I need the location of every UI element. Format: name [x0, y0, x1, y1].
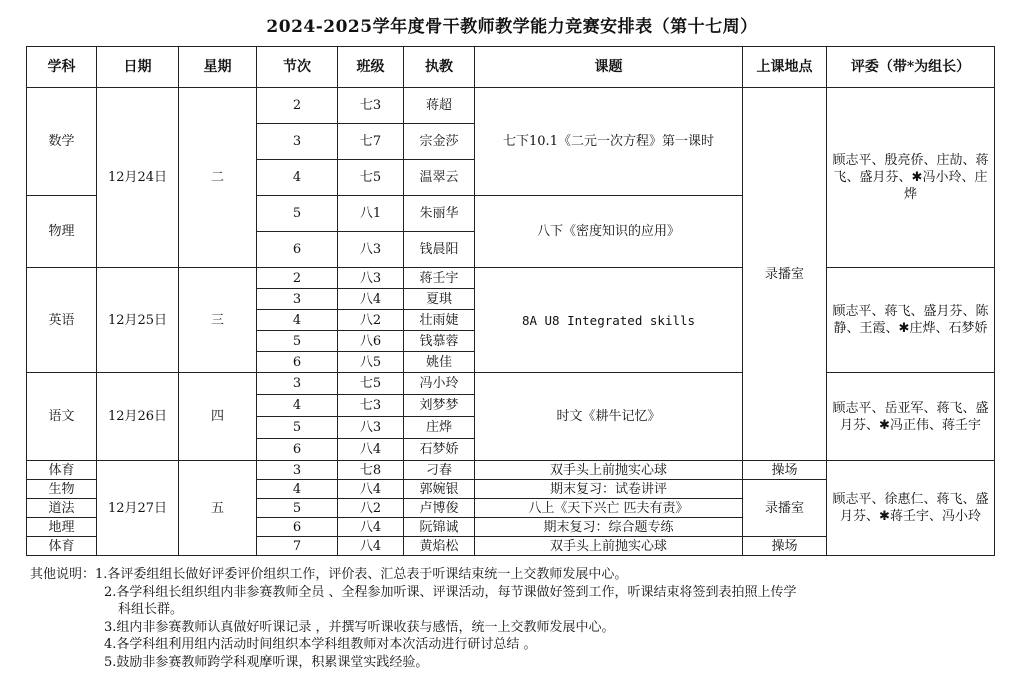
topic-cell: 双手头上前抛实心球 — [475, 461, 743, 480]
note-3: 3.组内非参赛教师认真做好听课记录 ，并撰写听课收获与感悟，统一上交教师发展中心。 — [104, 619, 615, 635]
note-2-cont: 科组长群。 — [118, 602, 184, 617]
notes-label: 其他说明： — [30, 567, 96, 582]
weekday-cell: 三 — [179, 268, 257, 373]
judges-cell: 顾志平、岳亚军、蒋飞、盛月芬、✱冯正伟、蒋壬宇 — [827, 373, 995, 461]
subject-cell: 语文 — [27, 373, 97, 461]
date-cell: 12月26日 — [97, 373, 179, 461]
location-cell: 操场 — [743, 537, 827, 556]
teacher-cell: 夏琪 — [404, 289, 475, 310]
period-cell: 2 — [257, 88, 338, 124]
weekday-cell: 四 — [179, 373, 257, 461]
judges-cell: 顾志平、徐惠仁、蒋飞、盛月芬、✱蒋壬宇、冯小玲 — [827, 461, 995, 556]
class-cell: 八6 — [338, 331, 404, 352]
header-subject: 学科 — [27, 47, 97, 88]
period-cell: 3 — [257, 289, 338, 310]
class-cell: 八3 — [338, 268, 404, 289]
period-cell: 5 — [257, 417, 338, 439]
topic-cell: 双手头上前抛实心球 — [475, 537, 743, 556]
subject-cell: 道法 — [27, 499, 97, 518]
teacher-cell: 壮雨婕 — [404, 310, 475, 331]
class-cell: 七8 — [338, 461, 404, 480]
subject-cell: 地理 — [27, 518, 97, 537]
period-cell: 5 — [257, 196, 338, 232]
subject-cell: 生物 — [27, 480, 97, 499]
topic-cell: 七下10.1《二元一次方程》第一课时 — [475, 88, 743, 196]
location-cell: 操场 — [743, 461, 827, 480]
period-cell: 6 — [257, 518, 338, 537]
note-5: 5.鼓励非参赛教师跨学科观摩听课，积累课堂实践经验。 — [104, 654, 429, 670]
page-title: 2024-2025学年度骨干教师教学能力竞赛安排表（第十七周） — [266, 17, 758, 37]
teacher-cell: 石梦娇 — [404, 439, 475, 461]
table-row — [27, 268, 995, 289]
period-cell: 4 — [257, 480, 338, 499]
period-cell: 5 — [257, 499, 338, 518]
location-cell: 录播室 — [743, 480, 827, 537]
weekday-cell: 二 — [179, 88, 257, 268]
teacher-cell: 温翠云 — [404, 160, 475, 196]
location-cell: 录播室 — [743, 88, 827, 461]
note-2: 2.各学科组长组织组内非参赛教师全员 、全程参加听课、评课活动，每节课做好签到工作，听课结束将签到表拍照上传学 — [104, 584, 797, 600]
period-cell: 3 — [257, 124, 338, 160]
teacher-cell: 黄焰松 — [404, 537, 475, 556]
class-cell: 七3 — [338, 395, 404, 417]
period-cell: 7 — [257, 537, 338, 556]
teacher-cell: 冯小玲 — [404, 373, 475, 395]
class-cell: 八2 — [338, 499, 404, 518]
period-cell: 4 — [257, 160, 338, 196]
class-cell: 八5 — [338, 352, 404, 373]
note-1: 1.各评委组组长做好评委评价组织工作，评价表、汇总表于听课结束统一上交教师发展中心。 — [95, 567, 628, 582]
period-cell: 6 — [257, 439, 338, 461]
teacher-cell: 钱晨阳 — [404, 232, 475, 268]
teacher-cell: 刁春 — [404, 461, 475, 480]
class-cell: 八4 — [338, 439, 404, 461]
note-4: 4.各学科组利用组内活动时间组织本学科组教师对本次活动进行研讨总结 。 — [104, 637, 537, 652]
teacher-cell: 蒋超 — [404, 88, 475, 124]
header-weekday: 星期 — [179, 47, 257, 88]
class-cell: 八3 — [338, 417, 404, 439]
teacher-cell: 姚佳 — [404, 352, 475, 373]
teacher-cell: 蒋壬宇 — [404, 268, 475, 289]
topic-cell: 期末复习：综合题专练 — [475, 518, 743, 537]
teacher-cell: 郭婉银 — [404, 480, 475, 499]
date-cell: 12月24日 — [97, 88, 179, 268]
class-cell: 七3 — [338, 88, 404, 124]
class-cell: 八4 — [338, 518, 404, 537]
judges-cell: 顾志平、殷亮侨、庄劼、蒋飞、盛月芬、✱冯小玲、庄烨 — [827, 88, 995, 268]
period-cell: 4 — [257, 310, 338, 331]
header-location: 上课地点 — [743, 47, 827, 88]
period-cell: 4 — [257, 395, 338, 417]
class-cell: 七7 — [338, 124, 404, 160]
header-topic: 课题 — [475, 47, 743, 88]
header-judges: 评委（带*为组长） — [827, 47, 995, 88]
period-cell: 2 — [257, 268, 338, 289]
period-cell: 3 — [257, 461, 338, 480]
header-row — [27, 47, 995, 88]
notes-section — [30, 566, 1000, 671]
class-cell: 八4 — [338, 480, 404, 499]
teacher-cell: 宗金莎 — [404, 124, 475, 160]
weekday-cell: 五 — [179, 461, 257, 556]
subject-cell: 体育 — [27, 461, 97, 480]
teacher-cell: 阮锦诚 — [404, 518, 475, 537]
subject-cell: 英语 — [27, 268, 97, 373]
subject-cell: 数学 — [27, 88, 97, 196]
topic-cell: 八下《密度知识的应用》 — [475, 196, 743, 268]
topic-cell: 期末复习：试卷讲评 — [475, 480, 743, 499]
class-cell: 八4 — [338, 289, 404, 310]
class-cell: 八2 — [338, 310, 404, 331]
teacher-cell: 刘梦梦 — [404, 395, 475, 417]
header-class: 班级 — [338, 47, 404, 88]
date-cell: 12月27日 — [97, 461, 179, 556]
topic-cell: 8A U8 Integrated skills — [475, 268, 743, 373]
table-row — [27, 461, 995, 480]
class-cell: 八3 — [338, 232, 404, 268]
topic-cell: 八上《天下兴亡 匹夫有责》 — [475, 499, 743, 518]
schedule-table — [26, 46, 995, 556]
date-cell: 12月25日 — [97, 268, 179, 373]
judges-cell: 顾志平、蒋飞、盛月芬、陈静、王霞、✱庄烨、石梦娇 — [827, 268, 995, 373]
subject-cell: 体育 — [27, 537, 97, 556]
period-cell: 5 — [257, 331, 338, 352]
teacher-cell: 卢博俊 — [404, 499, 475, 518]
teacher-cell: 钱慕蓉 — [404, 331, 475, 352]
period-cell: 6 — [257, 352, 338, 373]
header-period: 节次 — [257, 47, 338, 88]
class-cell: 八1 — [338, 196, 404, 232]
teacher-cell: 朱丽华 — [404, 196, 475, 232]
class-cell: 八4 — [338, 537, 404, 556]
subject-cell: 物理 — [27, 196, 97, 268]
header-date: 日期 — [97, 47, 179, 88]
period-cell: 6 — [257, 232, 338, 268]
class-cell: 七5 — [338, 160, 404, 196]
topic-cell: 时文《耕牛记忆》 — [475, 373, 743, 461]
table-row — [27, 373, 995, 395]
class-cell: 七5 — [338, 373, 404, 395]
header-teacher: 执教 — [404, 47, 475, 88]
teacher-cell: 庄烨 — [404, 417, 475, 439]
period-cell: 3 — [257, 373, 338, 395]
table-row — [27, 88, 995, 124]
